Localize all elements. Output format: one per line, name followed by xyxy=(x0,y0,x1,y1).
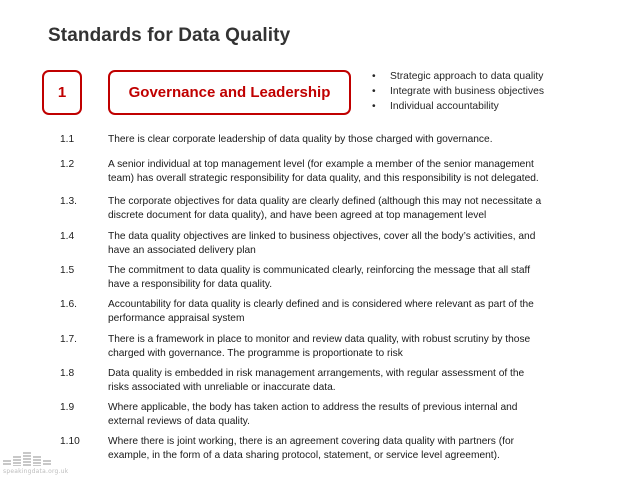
standard-text-line: Where there is joint working, there is an agreement covering data quality with partners (for xyxy=(108,436,514,447)
standard-text-line: have a responsibility for data quality. xyxy=(108,279,273,290)
standard-text xyxy=(108,230,563,258)
standard-text xyxy=(108,435,563,463)
key-point: • Integrate with business objectives xyxy=(372,84,544,99)
standard-text-line: Data quality is embedded in risk management arrangements, with regular assessment of the xyxy=(108,368,525,379)
standard-text xyxy=(108,264,563,292)
standard-text-line: There is a framework in place to monitor and review data quality, with robust scrutiny by those xyxy=(108,334,531,345)
standard-text-line: risks associated with unreliable or inaccurate data. xyxy=(108,382,336,393)
standard-text-line: example, in the form of a data sharing protocol, statement, or service level agreement). xyxy=(108,450,500,461)
standard-text xyxy=(108,158,563,186)
standard-text xyxy=(108,298,563,326)
page-title: Standards for Data Quality xyxy=(48,25,291,46)
standard-text-line: team) has overall strategic responsibility for data quality, and this responsibility is not delegated. xyxy=(108,173,539,184)
standard-number: 1.4 xyxy=(60,231,75,242)
standard-text-line: The data quality objectives are linked to business objectives, cover all the body’s activities, and xyxy=(108,231,536,242)
standard-number: 1.2 xyxy=(60,159,75,170)
section-number: 1 xyxy=(57,84,67,101)
standard-text-line: charged with governance. The programme is proportionate to risk xyxy=(108,348,403,359)
standard-text-line: Where applicable, the body has taken action to address the results of previous internal and xyxy=(108,402,518,413)
standard-text-line: The corporate objectives for data quality are clearly defined (although this may not necessitate a xyxy=(108,196,542,207)
standard-text-line: A senior individual at top management level (for example a member of the senior management xyxy=(108,159,534,170)
standard-text-line: external reviews of data quality. xyxy=(108,416,250,427)
watermark-logo xyxy=(3,452,73,478)
standard-text xyxy=(108,133,563,147)
key-point: • Individual accountability xyxy=(372,99,544,114)
standard-text-line: The commitment to data quality is communicated clearly, reinforcing the message that all staff xyxy=(108,265,531,276)
watermark-text: speakingdata.org.uk xyxy=(3,468,69,475)
standard-number: 1.5 xyxy=(60,265,75,276)
standard-text xyxy=(108,333,563,361)
standard-text-line: performance appraisal system xyxy=(108,313,245,324)
bar-chart-icon xyxy=(3,452,73,466)
standard-text-line: There is clear corporate leadership of data quality by those charged with governance. xyxy=(108,134,493,145)
standard-text-line: have an associated delivery plan xyxy=(108,245,256,256)
standard-number: 1.1 xyxy=(60,134,75,145)
section-heading: Governance and Leadership xyxy=(128,84,331,101)
standard-number: 1.7. xyxy=(60,334,77,345)
standard-number: 1.10 xyxy=(60,436,80,447)
standard-text-line: Accountability for data quality is clearly defined and is considered where relevant as part of the xyxy=(108,299,534,310)
standard-text xyxy=(108,195,563,223)
standard-number: 1.6. xyxy=(60,299,77,310)
key-point: • Strategic approach to data quality xyxy=(372,69,544,84)
standard-text-line: discrete document for data quality), and have been agreed at top management level xyxy=(108,210,487,221)
standard-number: 1.8 xyxy=(60,368,75,379)
standard-text xyxy=(108,367,563,395)
standard-text xyxy=(108,401,563,429)
standard-number: 1.9 xyxy=(60,402,75,413)
standard-number: 1.3. xyxy=(60,196,77,207)
